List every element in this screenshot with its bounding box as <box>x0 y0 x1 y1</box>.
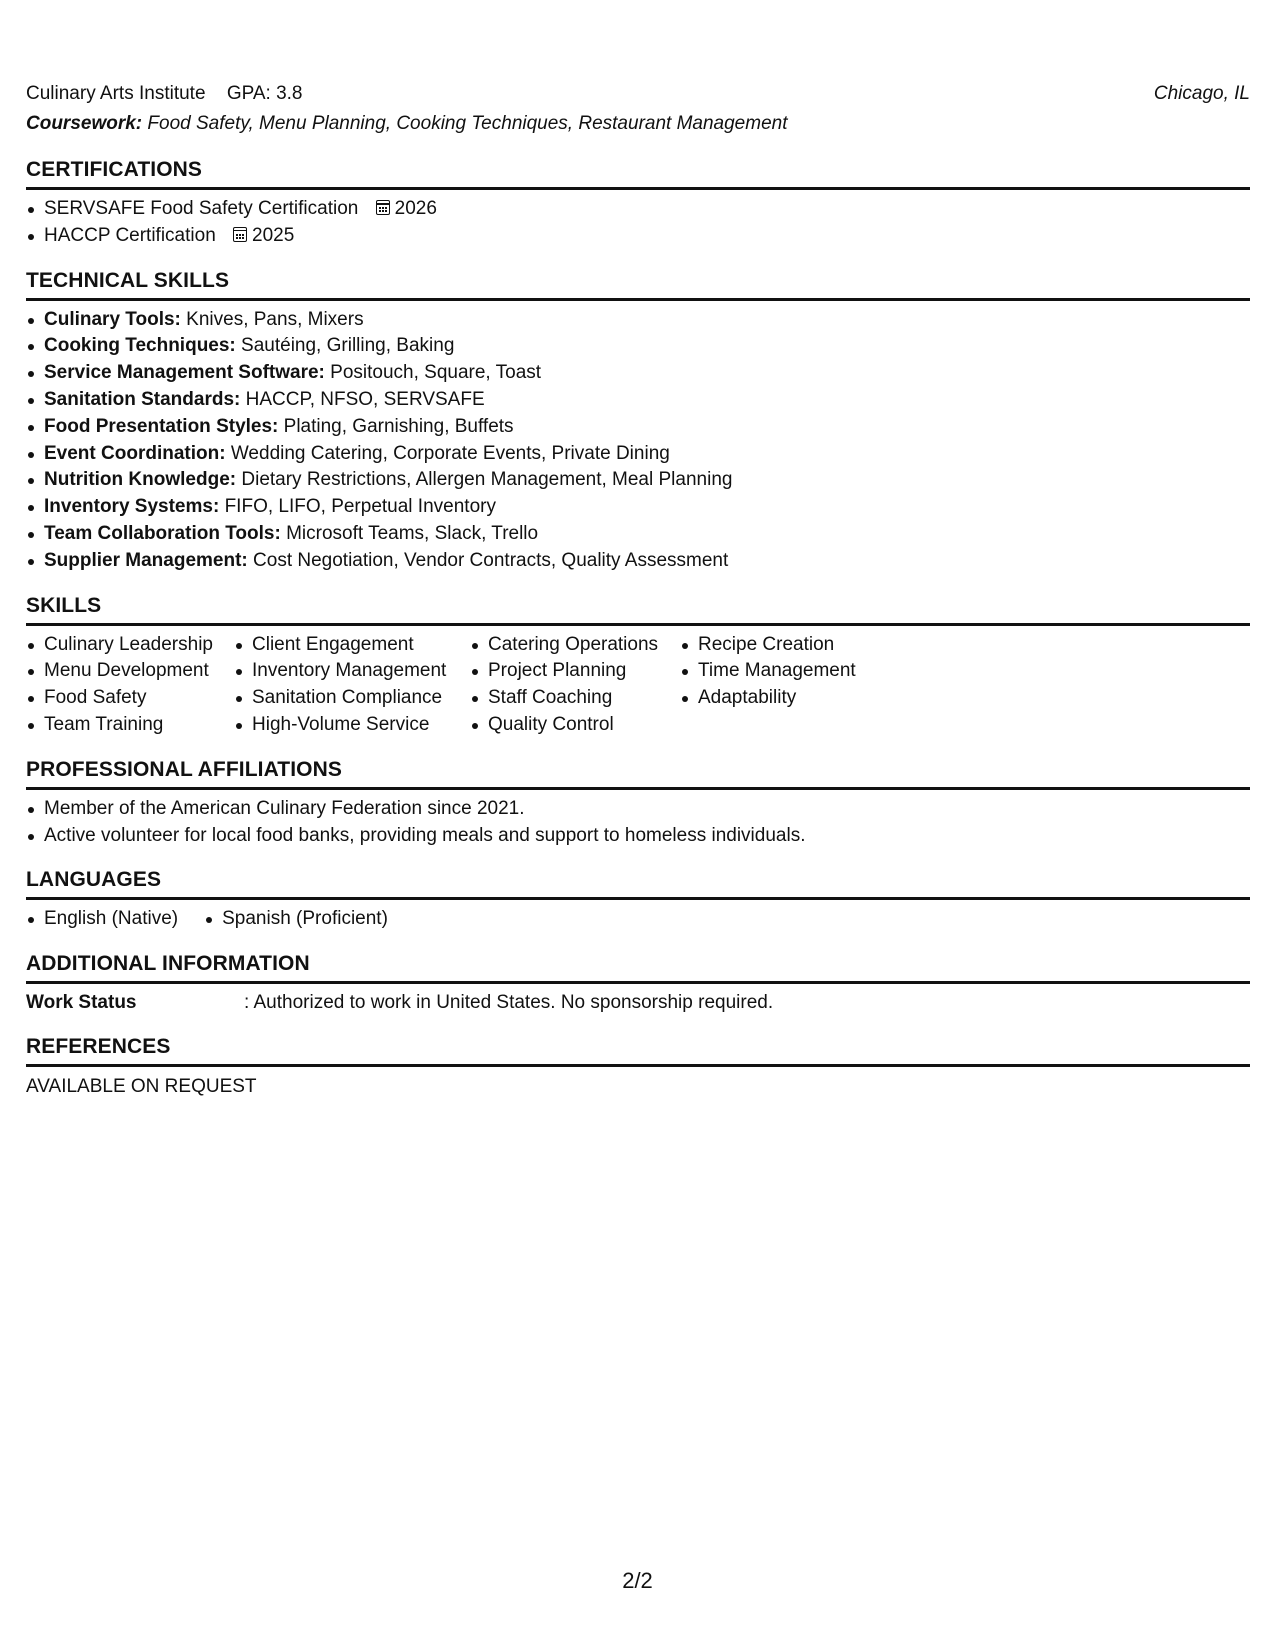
skill-item: Staff Coaching <box>470 685 680 712</box>
technical-skill-label: Culinary Tools: <box>44 308 181 330</box>
skill-item: High-Volume Service <box>234 712 470 739</box>
language-item: Spanish (Proficient) <box>204 906 388 933</box>
certifications-heading: CERTIFICATIONS <box>26 157 1250 190</box>
technical-skill-value: Microsoft Teams, Slack, Trello <box>286 522 539 544</box>
technical-skill-value: Wedding Catering, Corporate Events, Private Dining <box>230 442 670 464</box>
technical-skill-item <box>26 441 1250 468</box>
technical-skill-label: Team Collaboration Tools: <box>44 522 281 544</box>
work-status-value: : Authorized to work in United States. No sponsorship required. <box>244 992 774 1014</box>
additional-info-heading: ADDITIONAL INFORMATION <box>26 951 1250 984</box>
technical-skill-value: HACCP, NFSO, SERVSAFE <box>245 388 485 410</box>
affiliation-item: Member of the American Culinary Federation since 2021. <box>26 796 1250 823</box>
skill-item: Project Planning <box>470 658 680 685</box>
skills-heading: SKILLS <box>26 593 1250 626</box>
gpa-text: GPA: 3.8 <box>226 83 303 104</box>
skill-item: Team Training <box>26 712 234 739</box>
technical-skill-value: Sautéing, Grilling, Baking <box>241 335 455 357</box>
page-number: 2/2 <box>622 1568 653 1593</box>
skill-item: Client Engagement <box>234 632 470 659</box>
certification-name: HACCP Certification <box>44 224 216 246</box>
technical-skill-item <box>26 467 1250 494</box>
technical-skill-label: Sanitation Standards: <box>44 388 241 410</box>
affiliation-item: Active volunteer for local food banks, providing meals and support to homeless individuals. <box>26 823 1250 850</box>
certification-item <box>26 223 1250 250</box>
technical-skill-label: Cooking Techniques: <box>44 335 236 357</box>
technical-skill-item <box>26 494 1250 521</box>
languages-list <box>26 906 1250 933</box>
technical-skill-item <box>26 333 1250 360</box>
skill-item: Quality Control <box>470 712 680 739</box>
technical-skill-item <box>26 414 1250 441</box>
certification-name: SERVSAFE Food Safety Certification <box>44 198 359 219</box>
skill-item: Culinary Leadership <box>26 632 234 659</box>
technical-skill-value: Positouch, Square, Toast <box>330 362 542 384</box>
skill-item: Sanitation Compliance <box>234 685 470 712</box>
skills-column <box>680 632 880 739</box>
certifications-list <box>26 196 1250 250</box>
technical-skill-item <box>26 307 1250 334</box>
coursework-text: Food Safety, Menu Planning, Cooking Techniques, Restaurant Management <box>147 113 788 134</box>
skills-column <box>470 632 680 739</box>
technical-skill-label: Supplier Management: <box>44 549 248 571</box>
resume-page <box>26 79 1250 1101</box>
skill-item: Catering Operations <box>470 632 680 659</box>
technical-skill-value: FIFO, LIFO, Perpetual Inventory <box>224 496 496 518</box>
technical-skills-heading: TECHNICAL SKILLS <box>26 268 1250 301</box>
technical-skill-label: Service Management Software: <box>44 362 325 384</box>
coursework-label: Coursework: <box>26 113 143 134</box>
technical-skill-value: Knives, Pans, Mixers <box>186 308 364 330</box>
technical-skill-item <box>26 387 1250 414</box>
coursework-line <box>26 109 1250 139</box>
certification-date <box>233 225 294 246</box>
skill-item: Inventory Management <box>234 658 470 685</box>
languages-heading: LANGUAGES <box>26 867 1250 900</box>
work-status-label: Work Status <box>26 992 137 1014</box>
technical-skills-list <box>26 307 1250 575</box>
skills-grid <box>26 632 1250 739</box>
technical-skill-value: Plating, Garnishing, Buffets <box>283 415 514 437</box>
skill-item: Food Safety <box>26 685 234 712</box>
affiliations-list <box>26 796 1250 850</box>
technical-skill-item <box>26 548 1250 575</box>
affiliations-heading: PROFESSIONAL AFFILIATIONS <box>26 757 1250 790</box>
technical-skill-item <box>26 360 1250 387</box>
work-status-row <box>26 990 1250 1016</box>
skill-item: Time Management <box>680 658 880 685</box>
education-left <box>26 79 303 109</box>
calendar-icon <box>376 200 390 215</box>
references-heading: REFERENCES <box>26 1034 1250 1067</box>
skill-item: Recipe Creation <box>680 632 880 659</box>
skill-item: Adaptability <box>680 685 880 712</box>
certification-item <box>26 196 1250 223</box>
education-location: Chicago, IL <box>1153 83 1250 104</box>
technical-skill-label: Event Coordination: <box>44 442 226 464</box>
technical-skill-label: Food Presentation Styles: <box>44 415 279 437</box>
references-text: AVAILABLE ON REQUEST <box>26 1076 257 1098</box>
school-name: Culinary Arts Institute <box>26 83 206 104</box>
calendar-icon <box>233 227 247 242</box>
skills-column <box>234 632 470 739</box>
technical-skill-label: Nutrition Knowledge: <box>44 469 237 491</box>
technical-skill-label: Inventory Systems: <box>44 496 220 518</box>
education-row <box>26 79 1250 109</box>
skill-item: Menu Development <box>26 658 234 685</box>
technical-skill-value: Cost Negotiation, Vendor Contracts, Quality Assessment <box>253 549 729 571</box>
certification-date <box>376 198 437 219</box>
certification-year: 2026 <box>394 198 437 219</box>
language-item: English (Native) <box>26 906 178 933</box>
technical-skill-item <box>26 521 1250 548</box>
certification-year: 2025 <box>252 224 295 246</box>
technical-skill-value: Dietary Restrictions, Allergen Management, Meal Planning <box>241 469 733 491</box>
skills-column <box>26 632 234 739</box>
